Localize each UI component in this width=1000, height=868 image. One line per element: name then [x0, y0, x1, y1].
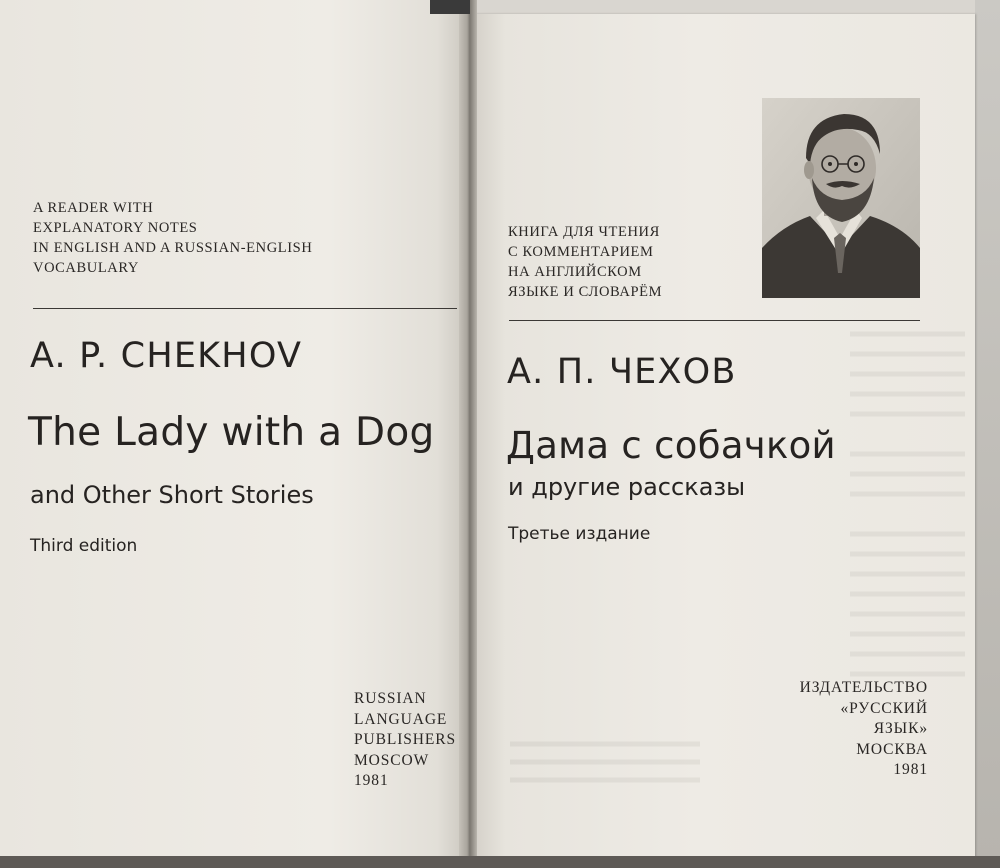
publisher-line: 1981 [893, 761, 928, 778]
reader-note-line: EXPLANATORY NOTES [33, 220, 198, 236]
book-title-en: The Lady with a Dog [28, 410, 435, 455]
reader-note-line: С КОММЕНТАРИЕМ [508, 244, 654, 260]
cover-edge [430, 0, 470, 14]
author-portrait-icon [762, 98, 920, 298]
divider-rule-ru [509, 320, 920, 321]
reader-note-line: IN ENGLISH AND A RUSSIAN-ENGLISH [33, 240, 313, 256]
publisher-line: RUSSIAN [354, 690, 427, 707]
publisher-line: 1981 [354, 772, 389, 789]
author-name-ru: А. П. ЧЕХОВ [507, 352, 737, 392]
reader-note-ru [508, 222, 662, 302]
book-subtitle-en: and Other Short Stories [30, 481, 314, 509]
reader-note-en [33, 198, 312, 278]
book-title-ru: Дама с собачкой [506, 424, 836, 467]
publisher-en [354, 689, 456, 792]
reader-note-line: НА АНГЛИЙСКОМ [508, 264, 642, 280]
reader-note-line: VOCABULARY [33, 260, 139, 276]
publisher-line: PUBLISHERS [354, 731, 457, 748]
book-subtitle-ru: и другие рассказы [508, 473, 746, 501]
divider-rule-en [33, 308, 457, 309]
publisher-ru [796, 678, 928, 781]
edition-ru: Третье издание [508, 524, 651, 544]
publisher-line: МОСКВА [856, 740, 928, 758]
reader-note-line: КНИГА ДЛЯ ЧТЕНИЯ [508, 224, 660, 240]
publisher-line: ИЗДАТЕЛЬСТВО [799, 679, 928, 696]
publisher-line: «РУССКИЙ [840, 699, 928, 717]
table-surface [975, 0, 1000, 868]
publisher-line: ЯЗЫК» [873, 720, 928, 737]
edition-en: Third edition [30, 536, 138, 556]
publisher-line: LANGUAGE [354, 710, 448, 728]
reader-note-line: ЯЗЫКЕ И СЛОВАРЁМ [508, 284, 663, 300]
author-name-en: A. P. CHEKHOV [30, 336, 303, 376]
publisher-line: MOSCOW [354, 751, 430, 769]
reader-note-line: A READER WITH [33, 200, 154, 216]
